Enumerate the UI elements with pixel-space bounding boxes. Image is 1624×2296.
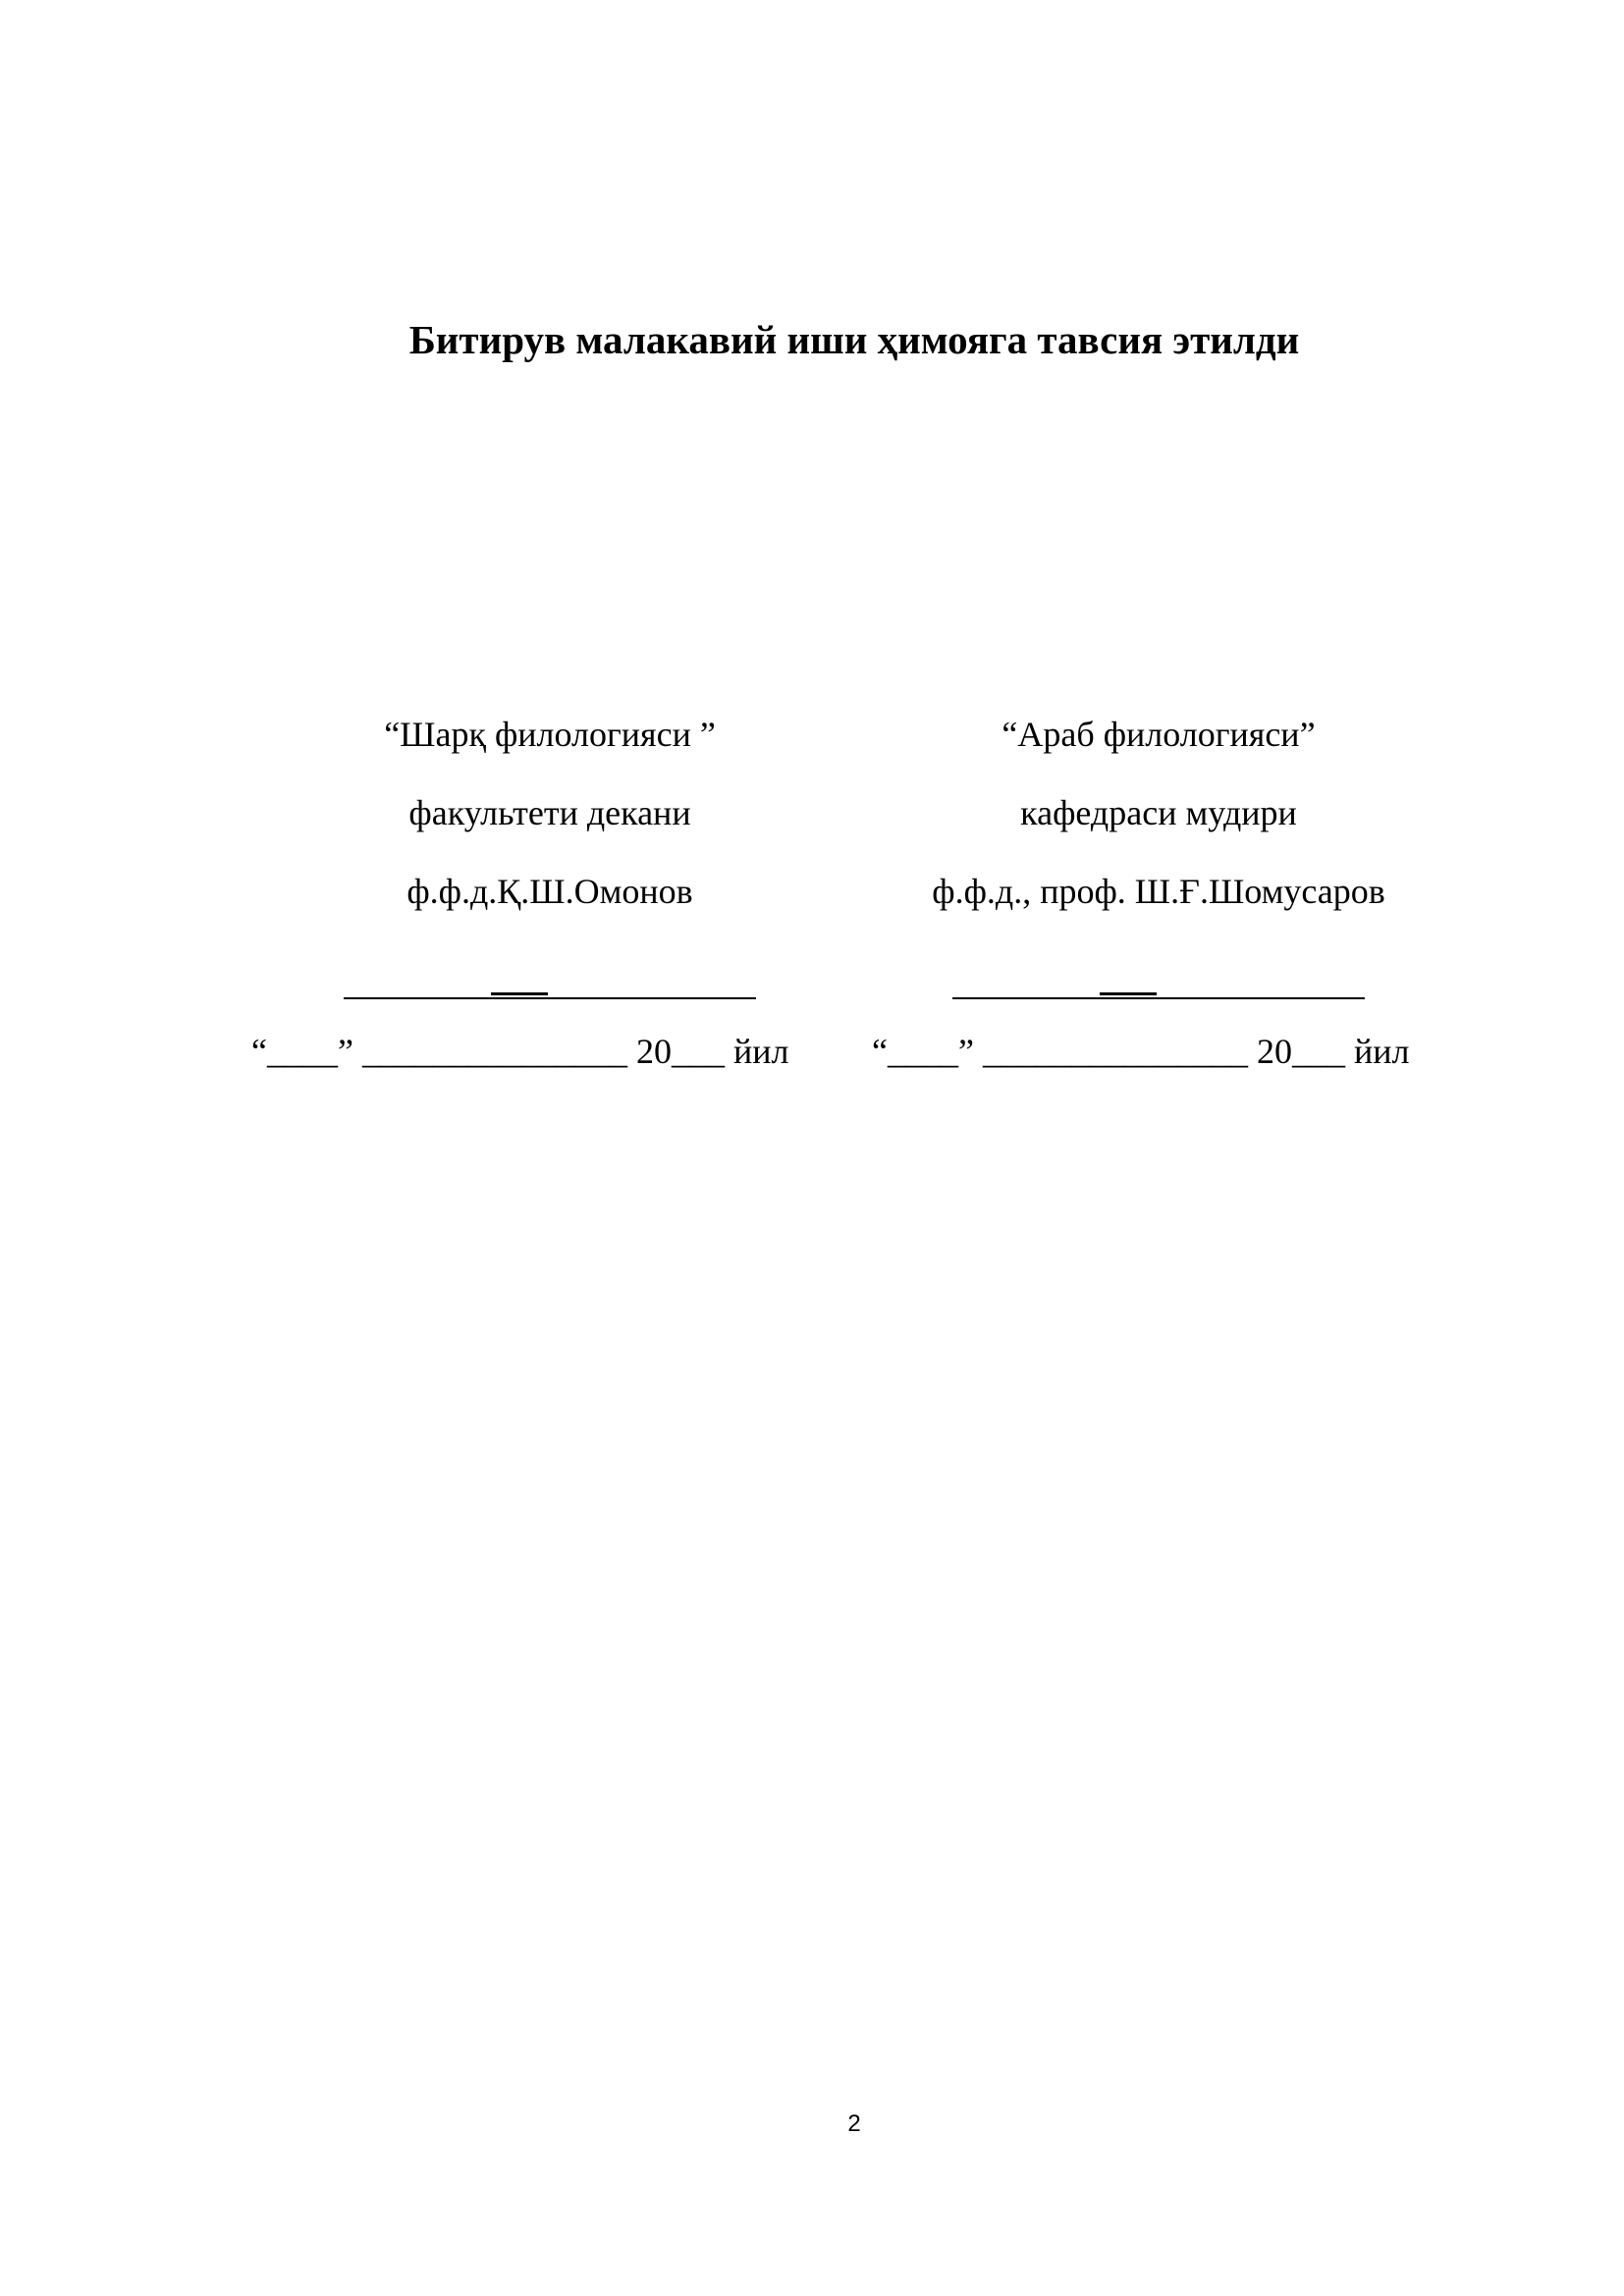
page-number: 2	[847, 2110, 861, 2137]
left-position: факультети декани	[408, 793, 691, 832]
right-date-line: “____” _______________ 20___ йил	[872, 1032, 1410, 1071]
right-department-name: “Араб филологияси”	[1001, 715, 1316, 754]
left-signature-line	[344, 962, 756, 999]
left-faculty-name: “Шарқ филологияси ”	[384, 715, 716, 754]
left-signatory-name: ф.ф.д.Қ.Ш.Омонов	[406, 872, 693, 911]
right-position: кафедраси мудири	[1020, 793, 1297, 832]
right-signatory-name: ф.ф.д., проф. Ш.Ғ.Шомусаров	[932, 872, 1385, 911]
right-approval-block	[785, 705, 1532, 1019]
left-date-line: “____” _______________ 20___ йил	[251, 1032, 789, 1071]
page-title: Битирув малакавий иши ҳимояга тавсия этилди	[408, 317, 1300, 362]
right-signature-line	[952, 962, 1365, 999]
right-signature-area	[785, 940, 1532, 1019]
